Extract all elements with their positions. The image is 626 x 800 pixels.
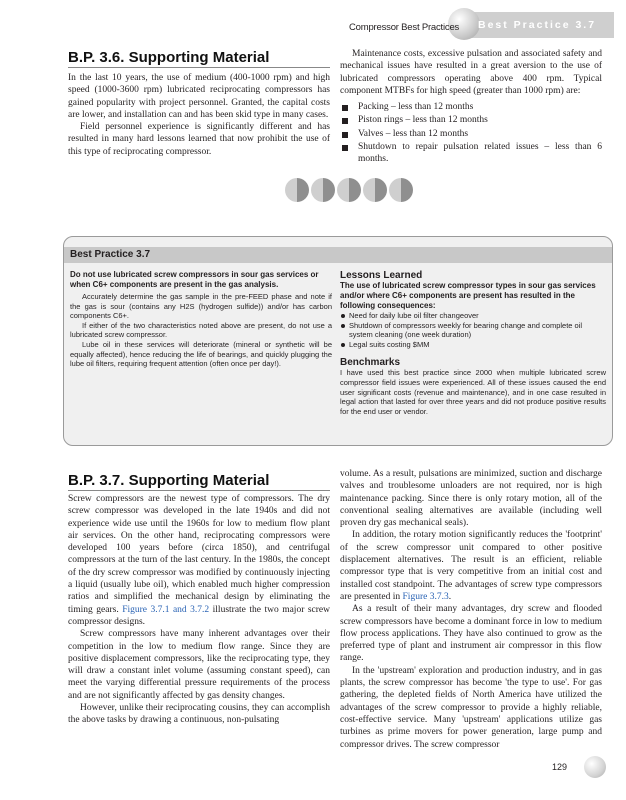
circle-ornament <box>285 178 309 202</box>
paragraph-text: illustrate the two major screw compressor designs. <box>68 604 330 627</box>
lessons-title: Lessons Learned <box>340 270 423 281</box>
paragraph: However, unlike their reciprocating cousins, they can accomplish the above tasks by drawing a continuous, non-pulsating <box>68 703 330 726</box>
list-item: Packing – less than 12 months <box>340 101 602 113</box>
paragraph: In the 'upstream' exploration and production industry, and in gas plants, the screw compressor has become 'the type to use'. For gas gathering, the depleted fields of North America have utilized the advantages of the screw compressor to provide a highly reliable, cost-effective service. Many 'upstream' applications utilize gas turbines as prime movers for power generation, large pump and compressor drives. The screw compressor <box>340 665 602 750</box>
list-item: Shutdown of compressors weekly for bearing change and complete oil system cleaning (one week duration) <box>340 321 606 340</box>
bp37-left-column <box>68 493 330 727</box>
paragraph: Maintenance costs, excessive pulsation and associated safety and mechanical issues have resulted in a great aversion to the use of lubricated compressors operating above 400 rpm. Typical component MTBFs for high speed (greater than 1000 rpm) are: <box>340 49 602 96</box>
page-circle-ornament <box>584 756 606 778</box>
paragraph: As a result of their many advantages, dry screw and flooded screw compressors have become a dominant force in low to medium flow process applications. They have also continued to grow as the preferred type of plant and instrument air compressor in this flow range. <box>340 604 602 664</box>
benchmarks-text: I have used this best practice since 2000 when multiple lubricated screw compressor field issues were experienced. All of these issues caused the end user significant costs (revenue and maintenance), and in one case resulted in legal action that lasted for over three years and did not produce positive results for the end user or vendor. <box>340 368 606 416</box>
circle-ornament <box>363 178 387 202</box>
best-practice-title: Best Practice 3.7 <box>70 249 151 260</box>
section-title-bp37: B.P. 3.7. Supporting Material <box>68 472 270 489</box>
figure-link[interactable]: Figure 3.7.3 <box>402 591 449 602</box>
circle-ornament <box>311 178 335 202</box>
section-title-bp36: B.P. 3.6. Supporting Material <box>68 49 270 66</box>
bp36-right-column <box>340 48 602 167</box>
lessons-lead: The use of lubricated screw compressor types in sour gas services and/or where C6+ components are present has resulted in the following consequences: <box>340 281 596 310</box>
header-tab-title: Best Practice 3.7 <box>478 19 597 31</box>
list-item: Legal suits costing $MM <box>340 340 606 350</box>
decorative-circles <box>285 178 405 204</box>
paragraph: volume. As a result, pulsations are minimized, suction and discharge valves and troublesome unloaders are not required, nor is high maintenance packing. Since there is only rotary motion, all of the conventional sealing alternatives are available (including well proven dry gas mechanical seals). <box>340 469 602 529</box>
paragraph: In addition, the rotary motion significantly reduces the 'footprint' of the screw compressor unit compared to other positive displacement alternatives. The result is an efficient, reliable compressor type that is very competitive from an initial cost and installed cost standpoint. The advantages of screw type compressors are presented in Figure 3.7.3. <box>340 530 602 602</box>
list-item: Shutdown to repair pulsation related issues – less than 6 months. <box>340 141 602 166</box>
list-item: Need for daily lube oil filter changeover <box>340 311 606 321</box>
lessons-list <box>340 311 606 349</box>
paragraph-text: In addition, the rotary motion significantly reduces the 'footprint' of the screw compressor unit compared to other positive displacement alternatives. The result is an efficient, reliable compressor type that is very competitive from an initial cost and installed cost standpoint. The advantages of screw type compressors are presented in <box>340 530 602 602</box>
paragraph-text: Screw compressors are the newest type of compressors. The dry screw compressor was developed in the late 1940s and did not experience wide use until the 1960s for low to medium flow plant air services. On the other hand, reciprocating compressors were developed 100 years before (circa 1850), and centrifugal compressors at the turn of the last century. In the 1980s, the concept of the dry screw compressor was modified by continuously injecting a liquid (usually lube oil), which enabled much higher compression ratios and simplified the mechanical design by eliminating the timing gears. <box>68 494 330 615</box>
box-right-column <box>340 270 606 416</box>
bp37-right-column <box>340 468 602 751</box>
list-item: Valves – less than 12 months <box>340 128 602 140</box>
box-lead: Do not use lubricated screw compressors in sour gas services or when C6+ components are present in the gas analysis. <box>70 270 319 289</box>
paragraph: Lube oil in these services will deteriorate (mineral or synthetic will be equally affected), hence reducing the life of bearings, and quickly plugging the lube oil filters, requiring frequent attention (often once per day!). <box>70 339 332 369</box>
box-left-column <box>70 270 332 369</box>
paragraph: If either of the two characteristics noted above are present, do not use a lubricated screw compressor. <box>70 320 332 340</box>
paragraph: Field personnel experience is significantly different and has resulted in many hard lessons learned that now prohibit the use of this type of reciprocating compressor. <box>68 122 330 157</box>
paragraph: Accurately determine the gas sample in the pre-FEED phase and note if the gas is sour (contains any H2S (hydrogen sulfide)) and/or has carbon components C6+. <box>70 292 332 321</box>
circle-ornament <box>337 178 361 202</box>
section-rule <box>68 490 330 491</box>
paragraph: Screw compressors have many inherent advantages over their competition in the low to medium flow range. Since they are positive displacement compressors, like the reciprocating type, they will draw a constant inlet volume (assuming constant speed), can meet the varying differential pressure requirements of the process and are not significantly affected by gas density changes. <box>68 629 330 701</box>
list-item: Piston rings – less than 12 months <box>340 114 602 126</box>
benchmarks-title: Benchmarks <box>340 357 401 369</box>
page-number: 129 <box>552 762 568 772</box>
mtbf-list <box>340 101 602 165</box>
section-rule <box>68 67 330 68</box>
header-section-title: Compressor Best Practices <box>349 22 460 33</box>
bp36-left-column <box>68 72 330 158</box>
circle-ornament <box>389 178 413 202</box>
paragraph <box>68 493 330 628</box>
paragraph: In the last 10 years, the use of medium (400-1000 rpm) and high speed (1000-3600 rpm) lubricated reciprocating compressors has gained popularity with project personnel. Granted, the capital costs are lower, and installation can and has been skid type in many cases. <box>68 73 330 120</box>
figure-link[interactable]: Figure 3.7.1 and 3.7.2 <box>122 604 210 615</box>
